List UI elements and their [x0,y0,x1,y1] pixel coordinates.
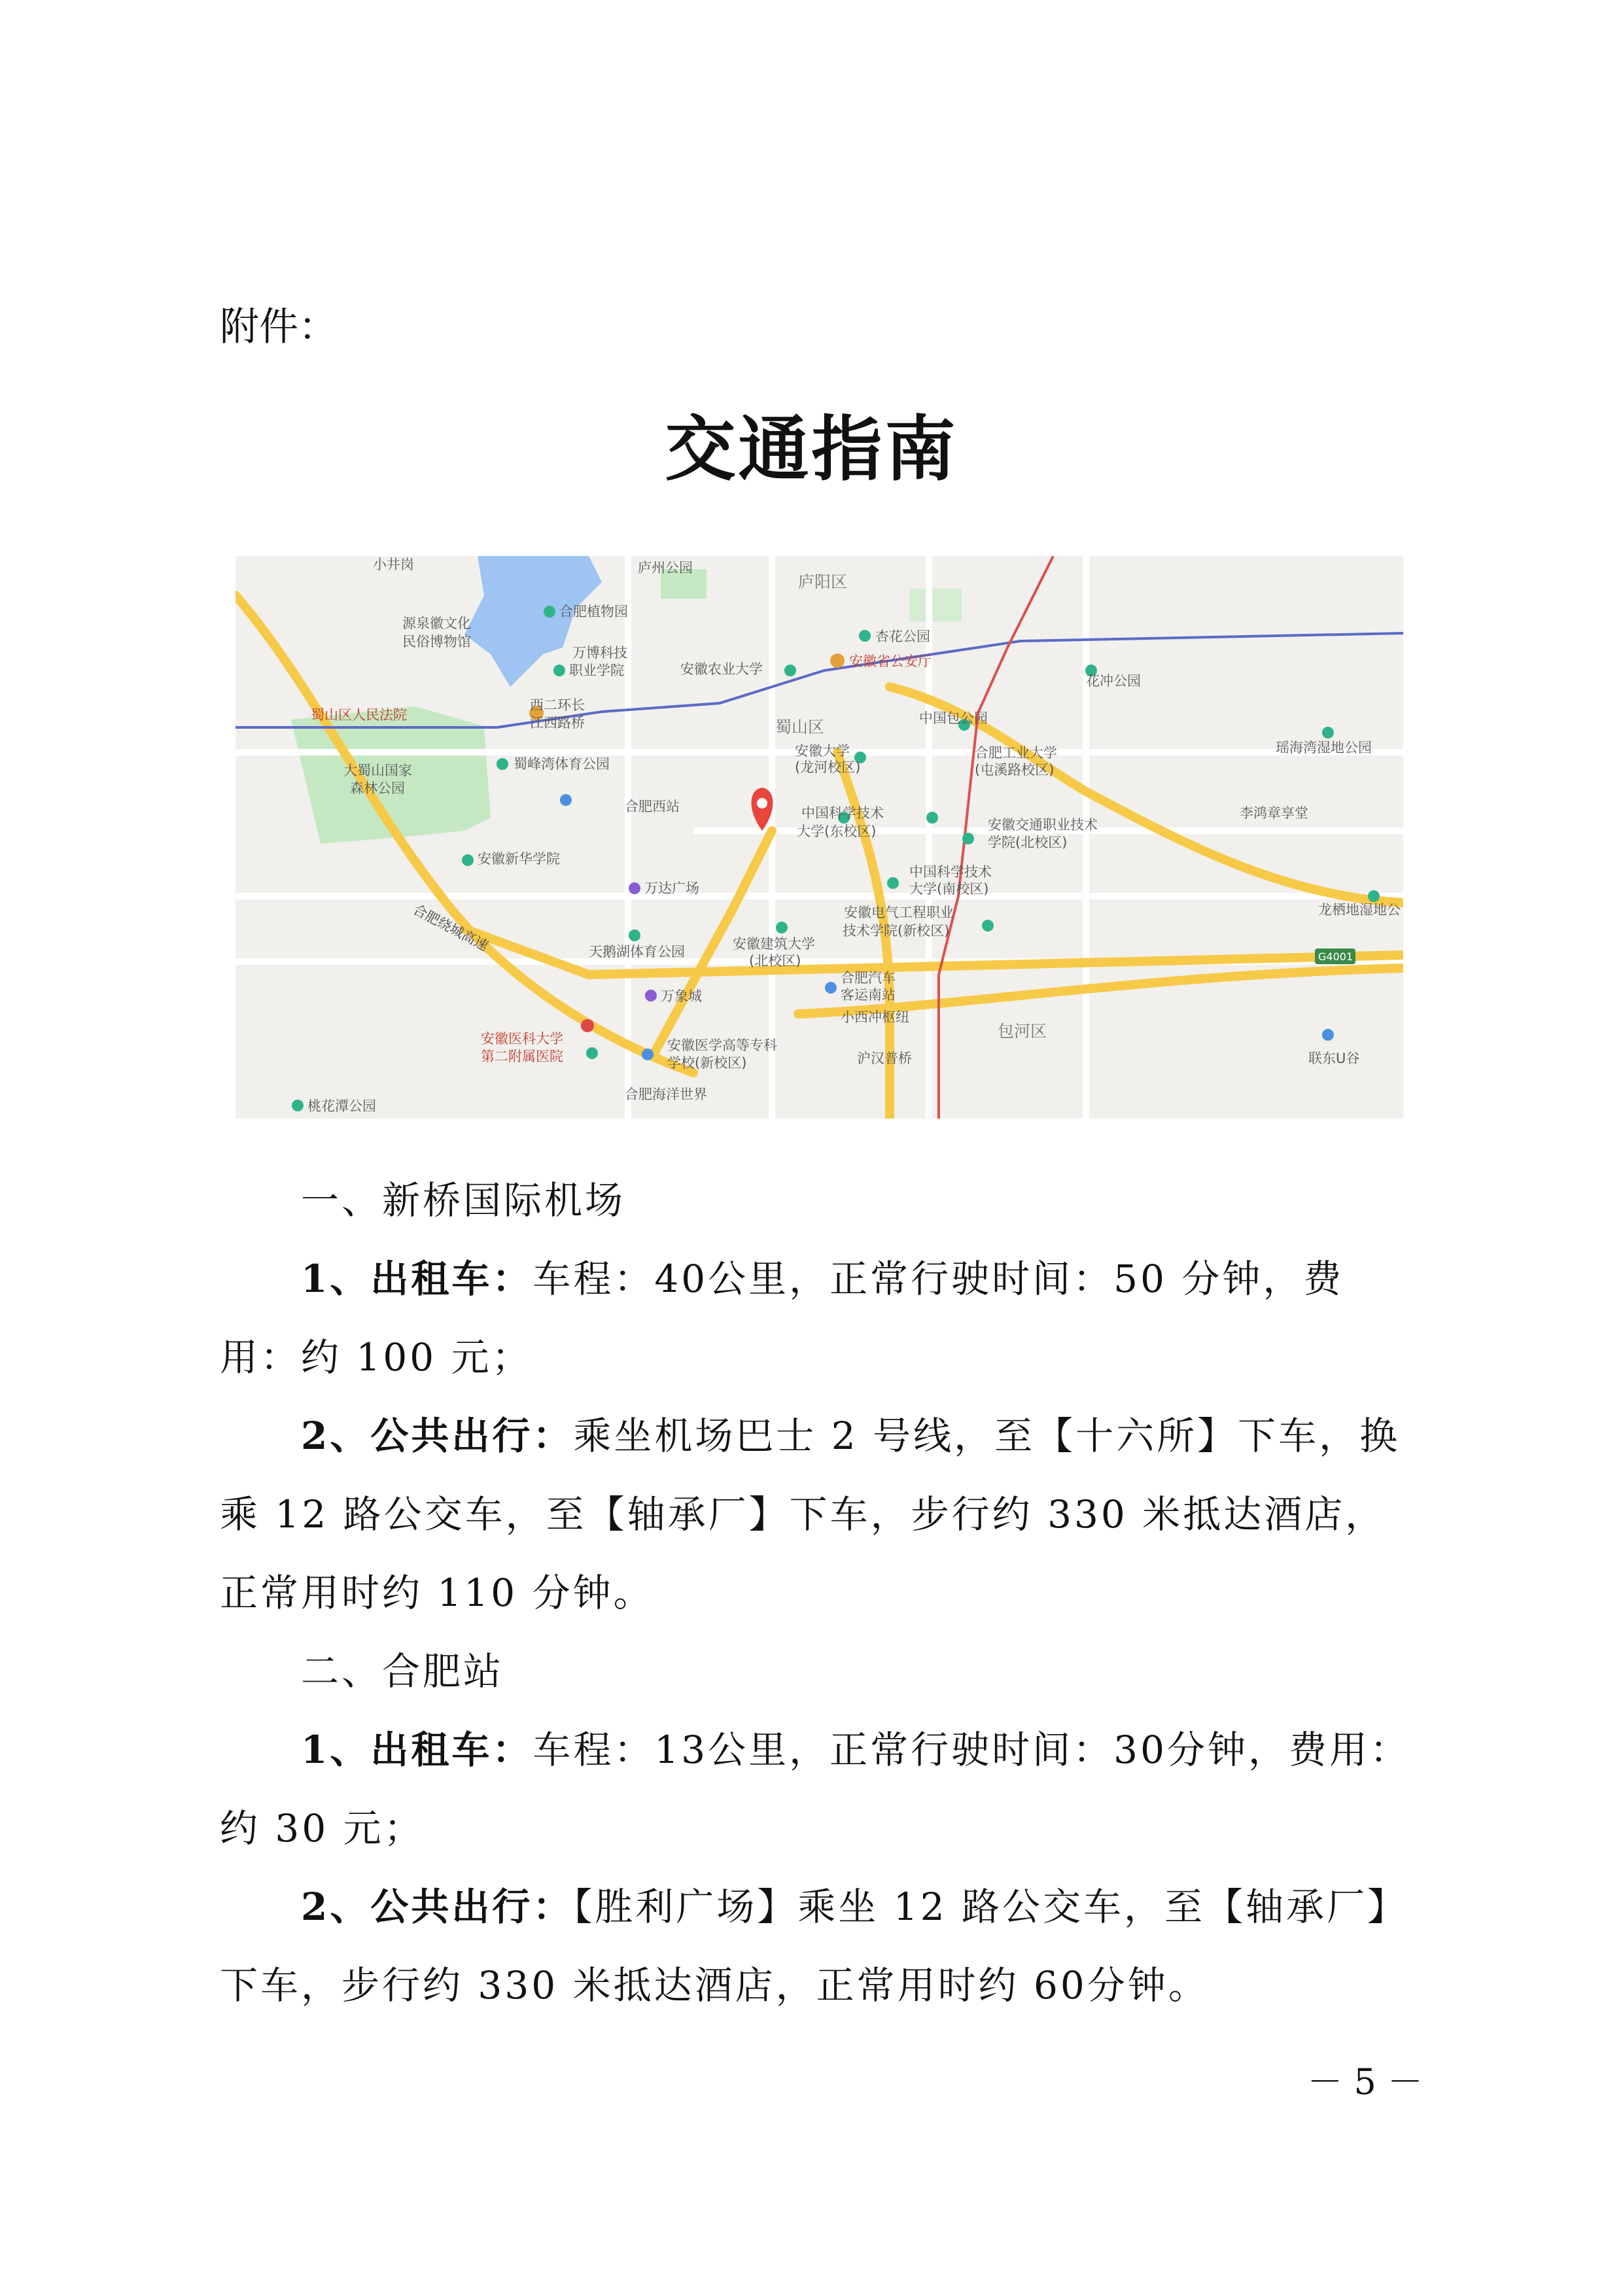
text-transit: 乘坐机场巴士 2 号线，至【十六所】下车，换乘 12 路公交车，至【轴承厂】下车，步行约 330 米抵达酒店，正常用时约 110 分钟。 [220,1414,1401,1615]
map-label: 安徽农业大学 [680,661,763,677]
map-label: 蜀山区人民法院 [311,707,407,723]
map-label: 合肥绕城高速 [410,901,491,954]
map-label: 庐州公园 [638,560,693,576]
label-taxi: 1、出租车： [301,1257,533,1301]
map-label: 学院(北校区) [988,835,1068,850]
map-label: (屯溪路校区) [975,762,1055,778]
label-taxi: 1、出租车： [301,1728,533,1772]
map-label: 包河区 [998,1022,1047,1041]
map-label: 江西路桥 [530,715,585,731]
location-map[interactable] [236,556,1403,1119]
green-block [909,589,962,621]
map-label: 民俗博物馆 [402,634,471,650]
map-label: 花冲公园 [1086,673,1141,689]
map-label: 森林公园 [350,780,405,796]
map-label: 职业学院 [569,663,624,678]
map-label: 蜀山区 [775,718,825,737]
map-label: 源泉徽文化 [402,616,471,631]
page-title: 交通指南 [665,409,958,491]
map-label: 西二环长 [530,697,585,713]
map-label: (龙河校区) [795,759,861,775]
map-label: G4001 [1318,950,1353,963]
paragraph-airport-taxi [220,1240,1423,1397]
text-transit: 【胜利广场】乘坐 12 路公交车，至【轴承厂】下车，步行约 330 米抵达酒店，正常用时约 60分钟。 [220,1885,1408,2008]
map-label: 万象城 [661,988,702,1004]
map-label: 小井岗 [373,557,414,572]
attachment-label: 附件： [220,304,338,350]
map-label: 第二附属医院 [481,1049,563,1064]
map-label: 合肥工业大学 [975,745,1057,761]
label-transit: 2、公共出行： [301,1885,574,1929]
map-label: 瑶海湾湿地公园 [1276,740,1372,756]
map-label: 安徽建筑大学 [733,936,815,952]
map-label: 安徽医科大学 [481,1031,563,1047]
map-label: 桃花潭公园 [307,1098,376,1114]
map-label: 万达广场 [644,880,699,896]
map-label: 杏花公园 [875,629,930,644]
map-label: 安徽医学高等专科 [667,1037,777,1053]
map-label: 合肥海洋世界 [625,1087,707,1102]
map-canvas [236,556,1403,1119]
page-number: － 5 － [1307,2061,1423,2102]
map-label: 安徽省公安厅 [849,653,932,669]
map-label: 合肥西站 [625,799,680,814]
map-label: 安徽大学 [795,743,850,759]
paragraph-station-taxi [220,1711,1423,1868]
map-label: 万博科技 [572,645,627,661]
map-label: 联东U谷 [1308,1051,1360,1066]
label-transit: 2、公共出行： [301,1414,574,1458]
section-heading-airport: 一、新桥国际机场 [301,1178,626,1223]
map-label: 学校(新校区) [667,1055,747,1071]
map-label: 天鹅湖体育公园 [589,944,685,960]
section-heading-station: 二、合肥站 [301,1649,504,1694]
map-label: 蜀峰湾体育公园 [514,756,610,772]
map-label: 中国包公园 [919,710,988,726]
map-label: 大学(南校区) [909,881,989,897]
map-label: 合肥植物园 [559,604,628,619]
map-label: 大蜀山国家 [343,763,412,778]
paragraph-airport-transit [220,1397,1423,1632]
paragraph-station-transit [220,1868,1423,2025]
map-label: 安徽交通职业技术 [988,817,1098,833]
map-label: 龙栖地湿地公 [1318,902,1401,918]
map-label: 安徽新华学院 [478,851,560,867]
map-label: (北校区) [749,953,801,969]
map-label: 小西冲枢纽 [841,1009,909,1025]
text-taxi: 车程：13公里，正常行驶时间：30分钟，费用：约 30 元； [220,1728,1410,1851]
map-label: 安徽电气工程职业 [844,905,954,920]
map-label: 客运南站 [841,987,896,1003]
map-label: 中国科学技术 [801,805,884,821]
map-label: 庐阳区 [798,572,848,591]
map-label: 合肥汽车 [841,970,896,986]
map-label: 李鸿章享堂 [1240,805,1308,821]
text-taxi: 车程：40公里，正常行驶时间：50 分钟，费用：约 100 元； [220,1257,1344,1380]
map-label: 技术学院(新校区) [843,923,950,939]
map-label: 大学(东校区) [797,824,877,839]
map-label: 中国科学技术 [909,864,992,880]
map-label: 沪汉普桥 [857,1051,912,1066]
